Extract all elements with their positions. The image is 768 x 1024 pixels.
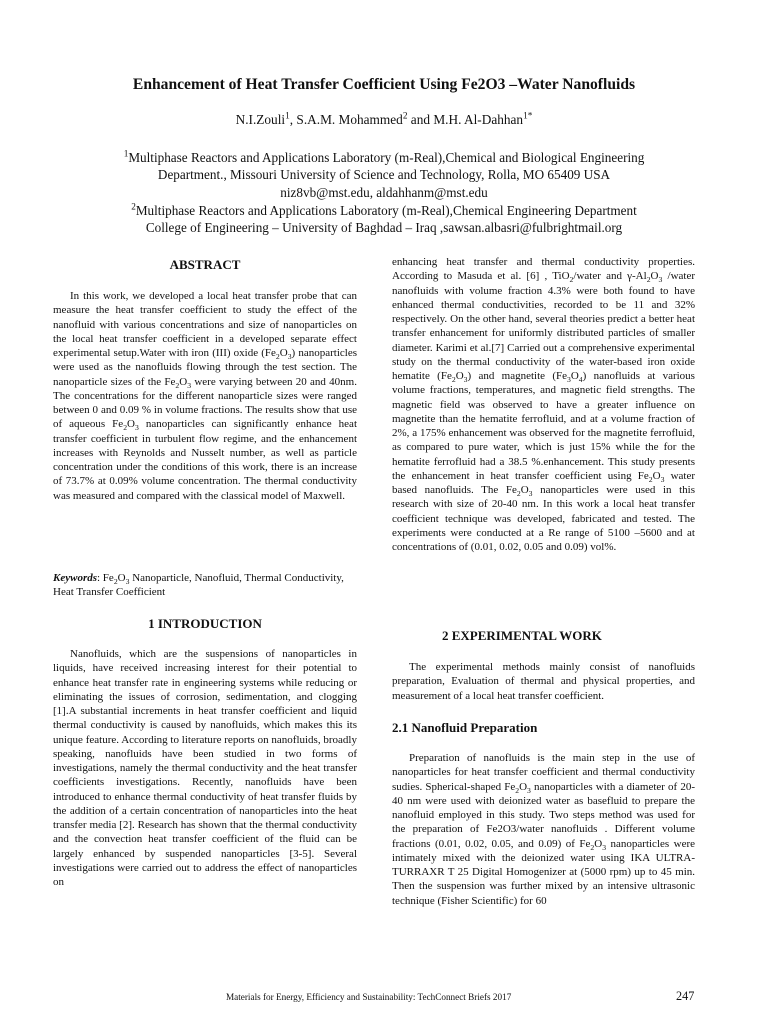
author-affiliation-mark: 1	[285, 111, 290, 122]
subsection-heading-nanofluid-preparation: 2.1 Nanofluid Preparation	[392, 720, 538, 735]
page-footer: Materials for Energy, Efficiency and Sustainability: TechConnect Briefs 2017	[226, 992, 512, 1002]
abstract-heading: ABSTRACT	[169, 257, 241, 272]
author-name: N.I.Zouli	[235, 112, 286, 127]
author-name: S.A.M. Mohammed	[296, 112, 403, 127]
affiliation-1	[0, 149, 768, 201]
nanofluid-preparation-paragraph: Preparation of nanofluids is the main step in the use of nanoparticles for heat transfer coefficient and thermal conductivity sudies. Spherical-shaped $Fe_2O_3$ nanoparticles with a diameter of 20-40 nm were used with deionized water as basefluid to prepare the nanofluid employed in this study. Two steps method was used for the preparation of Fe2O3/water nanofluids . Different volume fractions (0.01, 0.02, 0.05, and 0.09) of $Fe_2O_3$ nanoparticles were intimately mixed with the deionized water using IKA ULTRA-TURRAXR T 25 Digital Homogenizer at (5000 rpm) up to 45 min. Then the suspension was further mixed by an intensive ultrasonic technique (Fisher Scientific) for 60	[392, 752, 696, 907]
affiliation-line: Department., Missouri University of Science and Technology, Rolla, MO 65409 USA	[157, 167, 611, 183]
author-affiliation-mark: 2	[402, 111, 408, 122]
paper-title: Enhancement of Heat Transfer Coefficient Using Fe2O3 –Water Nanofluids	[132, 76, 636, 93]
affiliation-line: Multiphase Reactors and Applications Laboratory (m-Real),Chemical and Biological Engineering	[128, 150, 645, 165]
keywords-label: Keywords	[53, 572, 97, 584]
affiliation-mark: 1	[123, 148, 129, 159]
introduction-continued: enhancing heat transfer and thermal conductivity properties. According to Masuda et al. [6] , TiO$_2$/water and $\gamma-Al_2O_3$ /water nanofluids with volume fraction 4.3% were both found to have enhanced thermal conductivities, recorded to be 11 and 32% respectively. On the other hand, several theories predict a better heat transfer enhancement for uniformly distributed particles of smaller diameter. Karimi et al.[7] Carried out a comprehensive experimental study on the thermal conductivity of the water-based iron oxide hematite $(Fe_2O_3)$ and magnetite $(Fe_3O_4)$ nanofluids at various volume fractions, temperatures, and magnetic field strengths. The magnetic field was observed to have a greater influence on magnetite than the hematite ferrofluid, and at a volume fraction of 2%, a 175% enhancement was observed for the magnetite ferrofluid, as compared to pure water, which is just 15% while the for the hematite ferrofluid had a 38.5 %.enhancement. This study presents the enhancement in heat transfer coefficient using $Fe_2O_3$ water based nanofluids. The $Fe_2O_3$ nanoparticles were used in this research with size of 20-40 nm. In this work a local heat transfer coefficient technique was developed, fabricated and tested. The experiments were conducted at a Re range of 5100 –5600 and at concentrations of (0.01, 0.02, 0.05 and 0.09) vol%.	[392, 256, 696, 553]
section-heading-introduction: 1 INTRODUCTION	[148, 616, 262, 631]
introduction-paragraph: Nanofluids, which are the suspensions of nanoparticles in liquids, have received increasing interest for their potential to enhance heat transfer rate in engineering systems while reducing or eliminating the issues of corrosion, sedimentation, and clogging [1].A substantial increments in heat transfer coefficient and liquid thermal conductivity is caused by nanofluids, which makes this its unique feature. According to literature reports on nanofluids, broadly speaking, nanofluids have been studied in two forms of investigations, namely the thermal conductivity and the heat transfer coefficients investigations. Recently, nanofluids have been introduced to enhance thermal conductivity of heat transfer fluids by the addition of a certain concentration of nanoparticles into the heat transfer media [2]. Research has shown that the thermal conductivity and the convection heat transfer coefficient of the fluid can be largely enhanced by suspended nanoparticles [3-5]. Several investigations were carried out to address the effect of nanoparticles on	[53, 648, 357, 888]
page-number: 247	[676, 989, 695, 1003]
author-affiliation-mark: 1*	[523, 111, 533, 122]
keywords: Keywords: $Fe_2O_3$ Nanoparticle, Nanofluid, Thermal Conductivity, Heat Transfer Coefficient	[53, 572, 344, 599]
affiliation-line: College of Engineering – University of Baghdad – Iraq ,sawsan.albasri@fulbrightmail.org	[145, 220, 623, 236]
affiliation-2	[0, 202, 768, 237]
affiliation-mark: 2	[131, 201, 136, 212]
author-list: N.I.Zouli$^1$, S.A.M. Mohammed$^2$ and M.H. Al-Dahhan$^{1*}$	[235, 111, 533, 127]
author-name: M.H. Al-Dahhan	[433, 112, 524, 127]
author-emails: niz8vb@mst.edu, aldahhanm@mst.edu	[280, 184, 488, 200]
abstract-text: In this work, we developed a local heat transfer probe that can measure the heat transfer coefficient to study the effect of the nanofluid with various concentrations and size of nanoparticles on the local heat transfer coefficient in a developed separate effect experimental setup.Water with iron (III) oxide $(Fe_2O_3)$ nanoparticles were used as the nanofluids flowing through the test section. The nanoparticle sizes of the $Fe_2O_3$ were varying between 20 and 40nm. The concentrations for the different nanoparticle sizes were ranged between 0 and 0.09 % in volume fractions. The results show that use of aqueous $Fe_2O_3$ nanoparticles can significantly enhance heat transfer coefficient in turbulent flow regime, and the enhancement increases with Reynolds and Nusselt number, as well as particle concentration under the conditions of this work, there is an increase of 73.7% at 0.09% volume concentration. The thermal conductivity was measured and compared with the classical model of Maxwell.	[53, 290, 357, 502]
affiliation-line: Multiphase Reactors and Applications Laboratory (m-Real),Chemical Engineering Department	[135, 203, 637, 218]
section-heading-experimental-work: 2 EXPERIMENTAL WORK	[442, 628, 602, 643]
experimental-work-paragraph: The experimental methods mainly consist of nanofluids preparation, Evaluation of thermal and physical properties, and measurement of a local heat transfer coefficient.	[392, 661, 695, 702]
